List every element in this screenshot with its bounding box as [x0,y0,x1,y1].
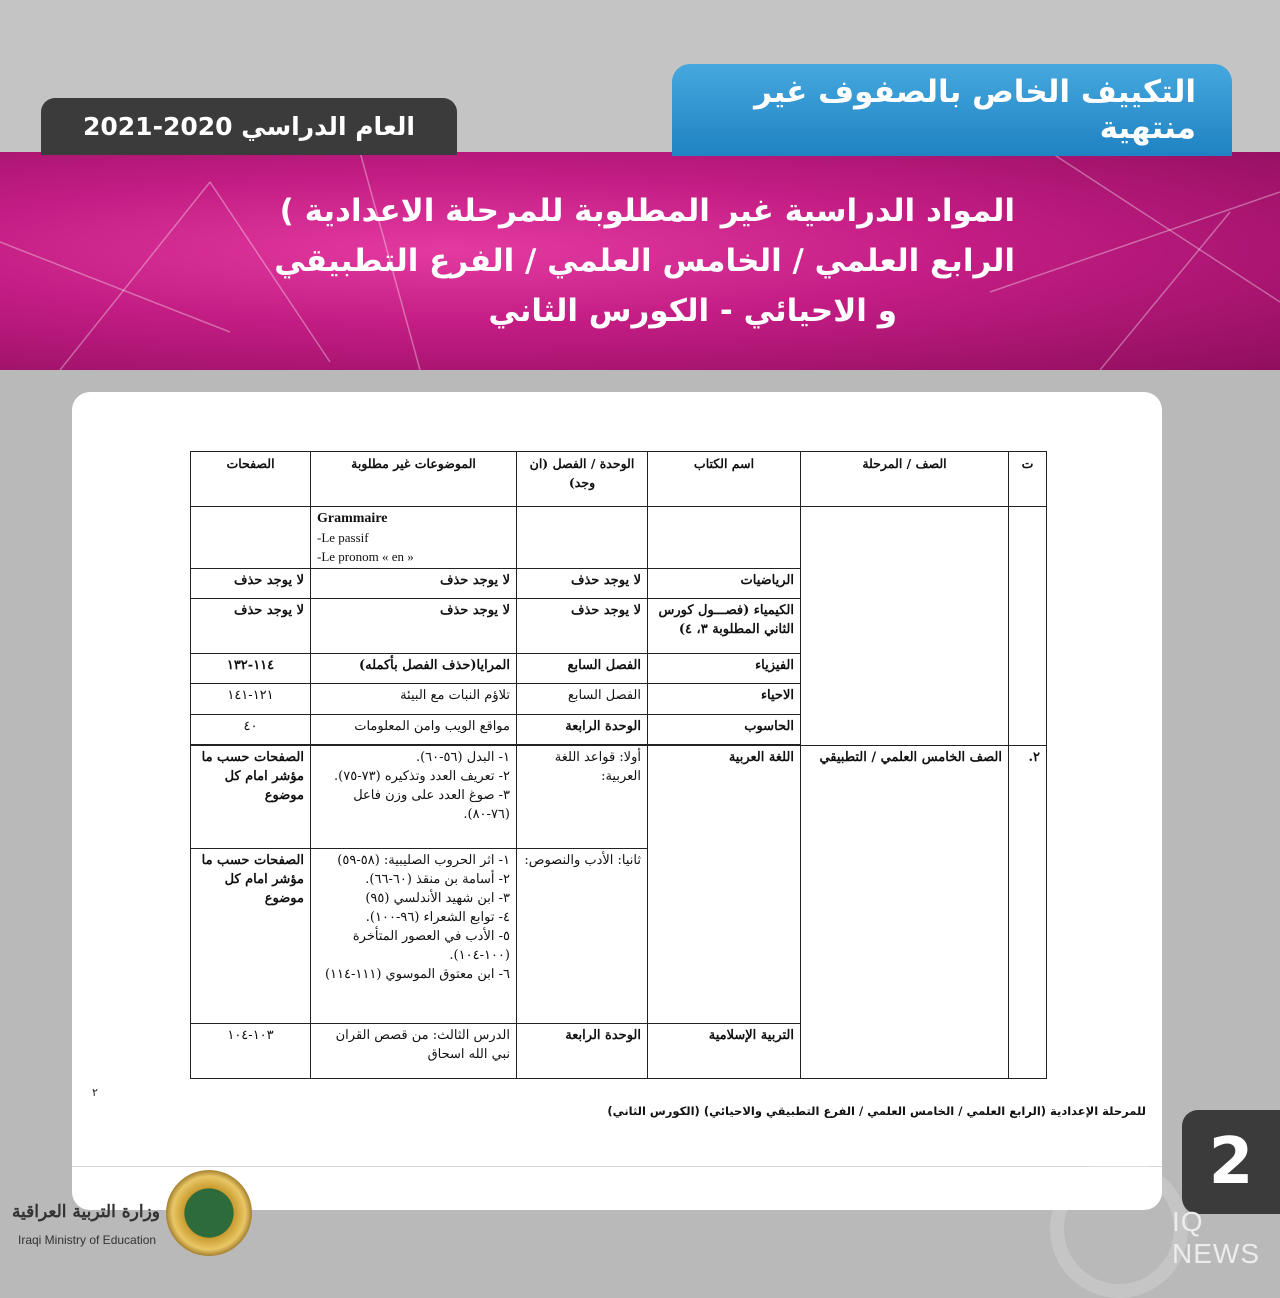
book-cell: الحاسوب [648,714,801,744]
list-item: ٣- صوغ العدد على وزن فاعل (٧٦-٨٠). [353,788,510,823]
french-item: -Le passif [317,529,369,545]
list-item: ٢- تعريف العدد وتذكيره (٧٣-٧٥). [334,769,510,785]
book-cell: الكيمياء (فصـــول كورس الثاني المطلوبة ٣، ٤) [648,599,801,654]
pages-cell: لا يوجد حذف [191,568,311,598]
pages-cell: ١١٤-١٣٢ [191,653,311,683]
book-cell [648,506,801,568]
pages-cell: ١٠٣-١٠٤ [191,1024,311,1079]
title-line-3: و الاحيائي - الكورس الثاني [488,293,897,329]
list-item: ١- اثر الحروب الصليبية: (٥٨-٥٩) [337,853,510,869]
list-item: ٥- الأدب في العصور المتأخرة (١٠٠-١٠٤). [352,929,510,964]
topics-cell: مواقع الويب وامن المعلومات [311,714,517,744]
academic-year-tag: العام الدراسي 2020-2021 [41,98,457,155]
page-divider [72,1166,1162,1167]
page-title [240,186,1015,336]
col-header-book: اسم الكتاب [648,452,801,507]
book-cell: التربية الإسلامية [648,1024,801,1079]
pages-cell: لا يوجد حذف [191,599,311,654]
topics-cell [311,746,517,849]
ministry-name-english: Iraqi Ministry of Education [18,1233,157,1247]
col-header-stage: الصف / المرحلة [801,452,1009,507]
stage-cell-empty [801,506,1009,746]
col-header-unit: الوحدة / الفصل (ان وجد) [517,452,648,507]
unit-cell: الوحدة الرابعة [517,714,648,744]
book-cell-arabic: اللغة العربية [648,746,801,1024]
col-header-num: ت [1009,452,1047,507]
num-cell-empty [1009,506,1047,746]
book-cell: الاحياء [648,684,801,714]
list-item: ٤- توابع الشعراء (٩٦-١٠٠). [365,910,510,926]
col-header-pages: الصفحات [191,452,311,507]
ministry-name-arabic: وزارة التربية العراقية [11,1202,160,1222]
iqnews-watermark: IQ NEWS [1172,1206,1260,1269]
unit-cell: ثانيا: الأدب والنصوص: [517,849,648,1024]
page-number: ٢ [92,1086,98,1099]
ministry-seal-icon [166,1170,252,1256]
unit-cell: الفصل السابع [517,653,648,683]
list-item: ٦- ابن معتوق الموسوي (١١١-١١٤) [324,967,510,983]
table-row [191,506,1047,568]
stage-cell: الصف الخامس العلمي / التطبيقي [801,746,1009,1079]
french-grammar-title: Grammaire [317,510,388,526]
unit-cell: أولا: قواعد اللغة العربية: [517,746,648,849]
book-cell: الرياضيات [648,568,801,598]
subjects-table [190,451,1047,1079]
col-header-topics: الموضوعات غير مطلوبة [311,452,517,507]
topics-cell: الدرس الثالث: من قصص القران نبي الله اسحاق [311,1024,517,1079]
topics-cell: المرايا(حذف الفصل بأكمله) [311,653,517,683]
table-header-row [191,452,1047,507]
unit-cell: لا يوجد حذف [517,599,648,654]
title-line-1: المواد الدراسية غير المطلوبة للمرحلة الاعدادية ) [279,193,1015,229]
iqnews-logo-icon [1050,1160,1188,1298]
list-item: ٢- أسامة بن منقذ (٦٠-٦٦). [365,872,510,888]
title-line-2: الرابع العلمي / الخامس العلمي / الفرع التطبيقي [274,243,1015,279]
page-badge: 2 [1182,1110,1280,1214]
topics-cell: تلاؤم النبات مع البيئة [311,684,517,714]
section-number: ٢. [1009,746,1047,1079]
topics-cell: لا يوجد حذف [311,599,517,654]
unit-cell: الفصل السابع [517,684,648,714]
book-cell: الفيزياء [648,653,801,683]
list-item: ٣- ابن شهيد الأندلسي (٩٥) [365,891,510,907]
french-topics-cell [311,506,517,568]
pages-cell: ١٢١-١٤١ [191,684,311,714]
unit-cell: الوحدة الرابعة [517,1024,648,1079]
french-item: -Le pronom « en » [317,548,414,564]
pages-cell: الصفحات حسب ما مؤشر امام كل موضوع [191,746,311,849]
pages-cell [191,506,311,568]
adaptation-tag: التكييف الخاص بالصفوف غير منتهية [672,64,1232,156]
topics-cell [311,849,517,1024]
pages-cell: الصفحات حسب ما مؤشر امام كل موضوع [191,849,311,1024]
pages-cell: ٤٠ [191,714,311,744]
unit-cell: لا يوجد حذف [517,568,648,598]
table-row [191,746,1047,849]
topics-cell: لا يوجد حذف [311,568,517,598]
unit-cell [517,506,648,568]
list-item: ١- البدل (٥٦-٦٠). [415,750,510,766]
footer-note: للمرحلة الإعدادية (الرابع العلمي / الخامس العلمي / الفرع التطبيقي والاحيائي) (الكورس الثاني) [607,1104,1146,1118]
